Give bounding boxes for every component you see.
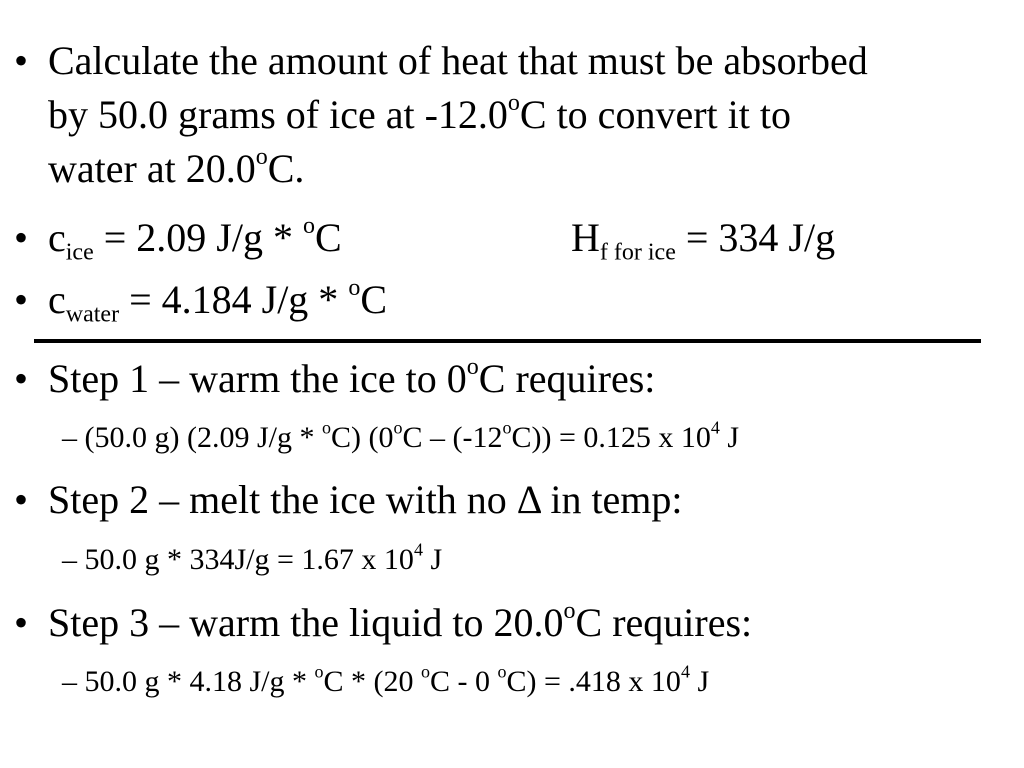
step-2-title: Step 2 – melt the ice with no Δ in temp: (48, 477, 683, 522)
bullet-marker: • (14, 600, 29, 645)
step-1-calculation: (50.0 g) (2.09 J/g * $^o$C) $(0^oC - (-12^oC)) = 0.125$ x $10^4$ J (84, 417, 740, 454)
bullet-marker: • (14, 215, 29, 260)
step-3-title: Step 3 – warm the liquid to 20.0$^o$C requires: (48, 598, 753, 645)
intro-line-2: by 50.0 grams of ice at -12.0$^o$C to convert it to (48, 90, 791, 137)
dash-marker: – (62, 421, 77, 454)
c-ice-constant: $c_{ice} = 2.09$ J/g * $^o$C (48, 213, 342, 266)
dash-marker: – (62, 543, 77, 576)
step-2-calculation: 50.0 g * 334J/g = 1.67 x $10^4$ J (84, 539, 443, 576)
c-water-constant: $c_{water} = 4.184$ J/g * $^o$C (48, 275, 387, 328)
step-3-detail (62, 662, 709, 702)
intro-line-3: water at 20.0$^o$C. (48, 144, 305, 191)
constants-bullet-1 (14, 211, 1014, 265)
step-1-detail (62, 418, 739, 458)
dash-marker: – (62, 665, 77, 698)
intro-line-1: Calculate the amount of heat that must be absorbed (48, 38, 868, 83)
step-2-detail (62, 540, 442, 580)
step-3-calculation: 50.0 g * 4.18 J/g * $^o$C * (20 $^o$C - 0 $^o$C) = .418 x $10^4$ J (84, 661, 710, 698)
step-1-bullet (14, 352, 1014, 406)
step-1-title: Step 1 – warm the ice to 0$^o$C requires: (48, 354, 656, 401)
step-3-bullet (14, 596, 1014, 650)
intro-bullet (14, 34, 1014, 204)
bullet-marker: • (14, 38, 29, 83)
heat-of-fusion-constant: $H_{f for ice} = 334$ J/g (571, 215, 836, 266)
bullet-marker: • (14, 356, 29, 401)
constants-bullet-2 (14, 273, 1014, 327)
bullet-marker: • (14, 277, 29, 322)
step-2-bullet (14, 473, 1014, 527)
bullet-marker: • (14, 477, 29, 522)
divider-line (34, 339, 981, 343)
